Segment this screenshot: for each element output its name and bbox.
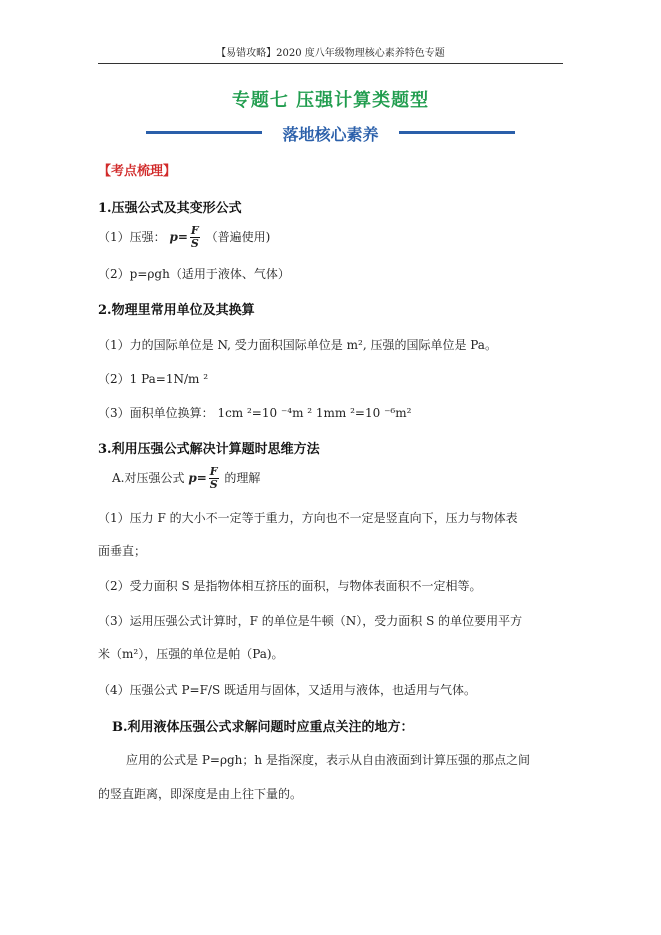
subtitle: 落地核心素养 xyxy=(282,125,379,144)
formula-numerator: F xyxy=(190,224,199,237)
s1-item-1 xyxy=(98,225,270,250)
s3-p3-line2: 米（m²），压强的单位是帕（Pa)。 xyxy=(98,647,284,661)
section-1-heading: 1.压强公式及其变形公式 xyxy=(98,201,242,216)
s3-p1-line2: 面垂直； xyxy=(98,544,147,558)
section-2-heading: 2.物理里常用单位及其换算 xyxy=(98,303,255,318)
subtitle-left-rule xyxy=(146,131,262,134)
formula-fraction xyxy=(190,225,200,250)
s2-item-2: （2）1 Pa=1N/m ² xyxy=(98,372,209,386)
s3-p2: （2）受力面积 S 是指物体相互挤压的面积，与物体表面积不一定相等。 xyxy=(98,579,482,593)
formula2-fraction xyxy=(209,466,219,491)
s1-item-2: （2）p=ρgh（适用于液体、气体） xyxy=(98,267,290,281)
formula-p: p xyxy=(169,230,178,244)
s3-a-heading xyxy=(112,466,260,491)
s3-b-line1: 应用的公式是 P=ρgh；h 是指深度，表示从自由液面到计算压强的那点之间 xyxy=(126,753,530,767)
s1-item-1-suffix: （普遍使用) xyxy=(205,230,271,244)
formula-denominator: S xyxy=(190,237,199,250)
s3-b-heading: B.利用液体压强公式求解问题时应重点关注的地方： xyxy=(112,720,414,735)
page-title: 专题七 压强计算类题型 xyxy=(231,90,430,111)
header-divider xyxy=(98,63,563,64)
section-3-heading: 3.利用压强公式解决计算题时思维方法 xyxy=(98,442,320,457)
s2-item-3: （3）面积单位换算： 1cm ²=10 ⁻⁴m ² 1mm ²=10 ⁻⁶m² xyxy=(98,406,412,420)
s1-item-1-prefix: （1）压强： xyxy=(98,230,166,244)
formula2-p: p xyxy=(188,471,197,485)
subtitle-right-rule xyxy=(399,131,515,134)
page-header: 【易错攻略】2020 度八年级物理核心素养特色专题 xyxy=(216,48,445,59)
s3-a-suffix: 的理解 xyxy=(224,471,261,485)
s3-p3-line1: （3）运用压强公式计算时，F 的单位是牛顿（N），受力面积 S 的单位要用平方 xyxy=(98,614,523,628)
s3-b-line2: 的竖直距离，即深度是由上往下量的。 xyxy=(98,787,303,801)
s3-a-prefix: A.对压强公式 xyxy=(112,471,185,485)
pressure-formula-2 xyxy=(188,466,220,491)
pressure-formula xyxy=(169,225,201,250)
s3-p4: （4）压强公式 P=F/S 既适用与固体，又适用与液体，也适用与气体。 xyxy=(98,683,476,697)
section-tag: 【考点梳理】 xyxy=(98,164,177,179)
formula2-denominator: S xyxy=(209,478,218,491)
s2-item-1: （1）力的国际单位是 N, 受力面积国际单位是 m², 压强的国际单位是 Pa。 xyxy=(98,338,497,352)
formula2-equals: = xyxy=(196,471,207,485)
formula-equals: = xyxy=(177,230,188,244)
formula2-numerator: F xyxy=(209,465,218,478)
s3-p1-line1: （1）压力 F 的大小不一定等于重力，方向也不一定是竖直向下，压力与物体表 xyxy=(98,511,518,525)
